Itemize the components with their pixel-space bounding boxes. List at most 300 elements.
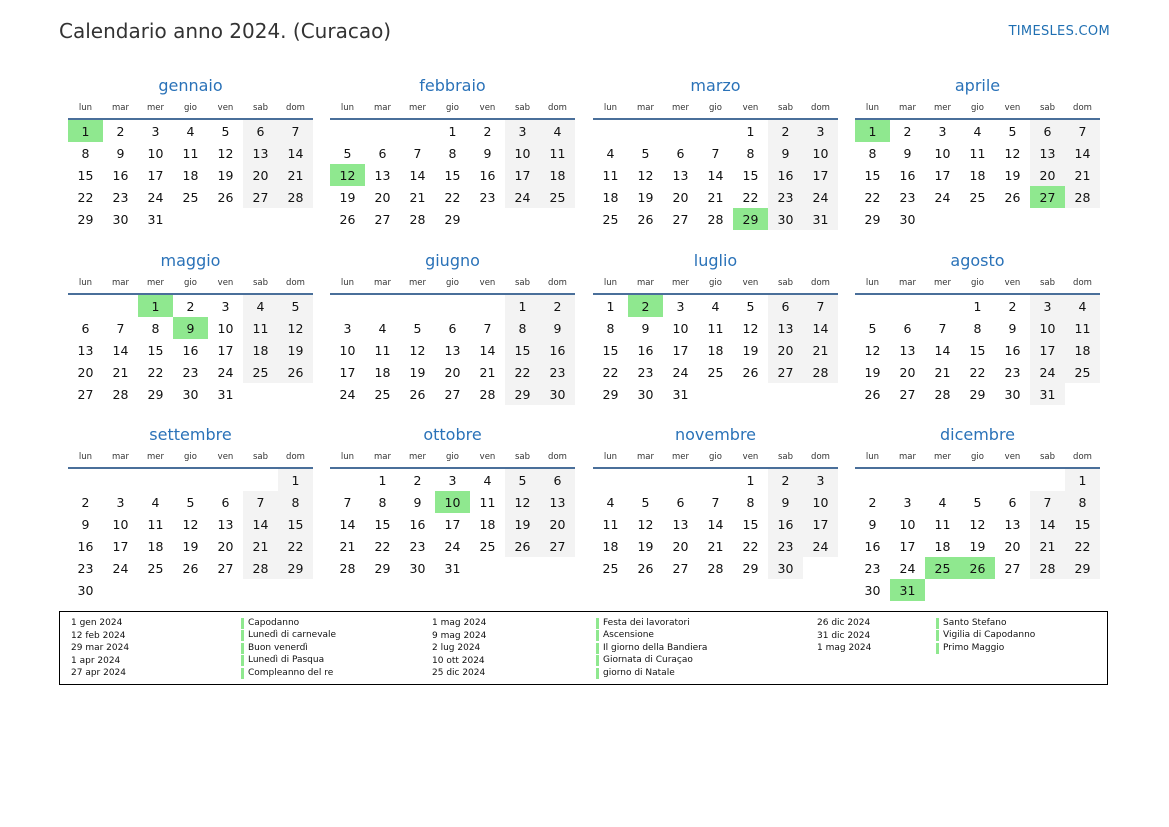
day-cell: 3 — [151, 123, 160, 139]
day-cell: 20 — [672, 189, 689, 205]
day-cell: 11 — [374, 342, 391, 358]
day-cell: 4 — [186, 123, 195, 139]
day-cell: 16 — [479, 167, 496, 183]
day-cell: 28 — [339, 560, 356, 576]
day-cell: 14 — [1065, 142, 1100, 164]
month-settembre — [68, 423, 313, 601]
day-cell: 2 — [903, 123, 912, 139]
day-cell: 11 — [1065, 317, 1100, 339]
day-cell: 31 — [1030, 383, 1065, 405]
day-cell: 21 — [707, 189, 724, 205]
legend-item — [71, 642, 336, 655]
day-cell: 10 — [505, 142, 540, 164]
legend-item — [432, 642, 707, 655]
day-cell: 8 — [868, 145, 877, 161]
day-cell: 24 — [112, 560, 129, 576]
empty-cell — [890, 469, 925, 491]
day-cell: 9 — [903, 145, 912, 161]
legend-holiday-name: Santo Stefano — [936, 618, 1007, 629]
weekday-header — [855, 98, 1100, 120]
weekday-label: gio — [184, 278, 197, 288]
day-cell: 28 — [707, 211, 724, 227]
weekday-label: mar — [112, 103, 129, 113]
weekday-label: lun — [865, 103, 880, 113]
day-cell: 3 — [676, 298, 685, 314]
day-cell: 26 — [339, 211, 356, 227]
day-cell: 10 — [147, 145, 164, 161]
weekday-header — [855, 447, 1100, 469]
day-cell: 30 — [899, 211, 916, 227]
empty-cell — [470, 295, 505, 317]
day-cell: 8 — [505, 317, 540, 339]
weekday-label: mer — [671, 278, 689, 288]
day-cell: 12 — [505, 491, 540, 513]
weekday-label: dom — [811, 452, 830, 462]
day-cell: 5 — [186, 494, 195, 510]
weekday-header — [330, 447, 575, 469]
legend-item — [817, 630, 1035, 643]
day-cell: 12 — [182, 516, 199, 532]
day-cell: 26 — [742, 364, 759, 380]
day-cell: 3 — [903, 494, 912, 510]
day-cell: 9 — [540, 317, 575, 339]
day-cell: 25 — [147, 560, 164, 576]
day-cell: 6 — [1008, 494, 1017, 510]
day-cell: 20 — [77, 364, 94, 380]
day-cell: 27 — [77, 386, 94, 402]
day-cell: 24 — [444, 538, 461, 554]
day-cell: 5 — [746, 298, 755, 314]
day-cell: 23 — [77, 560, 94, 576]
day-cell: 24 — [505, 186, 540, 208]
weekday-label: mer — [671, 452, 689, 462]
day-cell: 9 — [768, 142, 803, 164]
legend-date: 27 apr 2024 — [71, 668, 127, 679]
empty-cell — [628, 120, 663, 142]
day-cell: 2 — [768, 469, 803, 491]
empty-cell — [698, 469, 733, 491]
day-cell: 17 — [803, 164, 838, 186]
day-cell: 27 — [899, 386, 916, 402]
weekday-label: gio — [446, 103, 459, 113]
day-cell: 29 — [444, 211, 461, 227]
day-cell: 18 — [934, 538, 951, 554]
day-grid — [593, 469, 838, 579]
legend-date: 2 lug 2024 — [432, 643, 481, 654]
legend-date: 1 mag 2024 — [432, 618, 487, 629]
weekday-label: gio — [709, 452, 722, 462]
legend-date: 1 mag 2024 — [817, 643, 872, 654]
month-luglio — [593, 249, 838, 405]
weekday-label: mar — [899, 103, 916, 113]
weekday-header — [330, 273, 575, 295]
day-cell: 19 — [864, 364, 881, 380]
day-cell: 10 — [672, 320, 689, 336]
weekday-label: ven — [1004, 452, 1021, 462]
weekday-label: mer — [146, 452, 164, 462]
day-cell: 22 — [969, 364, 986, 380]
weekday-label: mar — [112, 452, 129, 462]
day-cell: 28 — [707, 560, 724, 576]
day-cell: 22 — [602, 364, 619, 380]
weekday-label: dom — [286, 103, 305, 113]
day-cell: 17 — [147, 167, 164, 183]
day-cell: 3 — [343, 320, 352, 336]
weekday-label: sab — [252, 103, 269, 113]
empty-cell — [365, 120, 400, 142]
day-cell: 9 — [768, 491, 803, 513]
month-name: aprile — [954, 76, 1001, 95]
legend-holiday-name: Festa dei lavoratori — [596, 618, 690, 629]
day-cell: 13 — [1004, 516, 1021, 532]
day-cell: 17 — [444, 516, 461, 532]
day-cell: 26 — [217, 189, 234, 205]
empty-cell — [68, 469, 103, 491]
weekday-label: ven — [479, 278, 496, 288]
day-cell: 2 — [116, 123, 125, 139]
empty-cell — [960, 469, 995, 491]
day-cell: 22 — [864, 189, 881, 205]
weekday-label: dom — [286, 278, 305, 288]
brand-link[interactable]: TIMESLES.COM — [1008, 24, 1110, 39]
weekday-label: dom — [1073, 278, 1092, 288]
day-cell: 15 — [864, 167, 881, 183]
day-cell: 8 — [1065, 491, 1100, 513]
legend-holiday-name: Compleanno del re — [241, 668, 333, 679]
day-cell: 4 — [378, 320, 387, 336]
day-cell: 16 — [768, 513, 803, 535]
day-cell: 27 — [672, 560, 689, 576]
day-cell: 30 — [112, 211, 129, 227]
page-title: Calendario anno 2024. (Curacao) — [59, 19, 392, 43]
day-cell: 15 — [147, 342, 164, 358]
month-giugno — [330, 249, 575, 405]
day-cell: 7 — [483, 320, 492, 336]
day-cell: 5 — [868, 320, 877, 336]
day-cell: 15 — [602, 342, 619, 358]
day-cell: 9 — [1008, 320, 1017, 336]
weekday-label: lun — [78, 452, 93, 462]
weekday-label: mer — [933, 278, 951, 288]
day-cell: 13 — [540, 491, 575, 513]
weekday-label: gio — [446, 452, 459, 462]
day-cell: 8 — [746, 494, 755, 510]
legend-item — [71, 655, 336, 668]
day-cell: 15 — [742, 516, 759, 532]
weekday-label: dom — [548, 452, 567, 462]
day-cell: 10 — [899, 516, 916, 532]
day-cell: 14 — [707, 516, 724, 532]
legend-column — [432, 617, 707, 680]
legend-holiday-name: Lunedì di carnevale — [241, 630, 336, 641]
day-cell: 23 — [182, 364, 199, 380]
day-cell: 21 — [1065, 164, 1100, 186]
day-grid — [330, 469, 575, 579]
day-cell: 7 — [711, 494, 720, 510]
month-name: dicembre — [939, 425, 1016, 444]
holiday-day-cell: 10 — [435, 491, 470, 513]
day-grid — [330, 120, 575, 230]
month-name: febbraio — [419, 76, 486, 95]
empty-cell — [138, 469, 173, 491]
day-cell: 29 — [147, 386, 164, 402]
day-cell: 27 — [217, 560, 234, 576]
day-cell: 25 — [374, 386, 391, 402]
weekday-label: lun — [340, 452, 355, 462]
holiday-day-cell: 29 — [733, 208, 768, 230]
day-cell: 23 — [112, 189, 129, 205]
legend-date: 12 feb 2024 — [71, 630, 126, 641]
day-cell: 6 — [903, 320, 912, 336]
day-cell: 14 — [278, 142, 313, 164]
empty-cell — [243, 469, 278, 491]
legend-holiday-name: Vigilia di Capodanno — [936, 630, 1035, 641]
day-cell: 14 — [479, 342, 496, 358]
day-cell: 17 — [899, 538, 916, 554]
weekday-label: lun — [340, 278, 355, 288]
day-cell: 28 — [278, 186, 313, 208]
day-cell: 9 — [641, 320, 650, 336]
legend-item — [432, 667, 707, 680]
day-cell: 6 — [676, 145, 685, 161]
weekday-label: dom — [548, 103, 567, 113]
day-cell: 10 — [934, 145, 951, 161]
day-cell: 23 — [1004, 364, 1021, 380]
weekday-label: lun — [603, 103, 618, 113]
weekday-label: mar — [374, 278, 391, 288]
day-cell: 20 — [672, 538, 689, 554]
day-cell: 18 — [602, 538, 619, 554]
day-cell: 18 — [602, 189, 619, 205]
day-cell: 25 — [540, 186, 575, 208]
day-cell: 18 — [969, 167, 986, 183]
weekday-label: gio — [971, 452, 984, 462]
day-cell: 14 — [409, 167, 426, 183]
day-cell: 9 — [413, 494, 422, 510]
day-cell: 13 — [899, 342, 916, 358]
day-cell: 25 — [243, 361, 278, 383]
day-cell: 8 — [973, 320, 982, 336]
day-cell: 22 — [278, 535, 313, 557]
day-cell: 25 — [602, 560, 619, 576]
weekday-header — [593, 447, 838, 469]
empty-cell — [330, 295, 365, 317]
day-cell: 28 — [1065, 186, 1100, 208]
legend-holiday-name: Primo Maggio — [936, 643, 1004, 654]
day-cell: 3 — [1030, 295, 1065, 317]
empty-cell — [103, 469, 138, 491]
day-grid — [855, 120, 1100, 230]
legend-date: 10 ott 2024 — [432, 655, 485, 666]
weekday-label: sab — [252, 452, 269, 462]
weekday-label: mar — [637, 103, 654, 113]
day-cell: 28 — [243, 557, 278, 579]
day-cell: 14 — [1030, 513, 1065, 535]
day-cell: 3 — [505, 120, 540, 142]
day-cell: 19 — [217, 167, 234, 183]
day-cell: 7 — [1030, 491, 1065, 513]
day-cell: 13 — [77, 342, 94, 358]
day-cell: 3 — [803, 469, 838, 491]
month-dicembre — [855, 423, 1100, 601]
weekday-header — [593, 98, 838, 120]
weekday-label: gio — [971, 103, 984, 113]
day-cell: 20 — [1030, 164, 1065, 186]
day-cell: 29 — [77, 211, 94, 227]
day-cell: 29 — [864, 211, 881, 227]
empty-cell — [628, 469, 663, 491]
weekday-label: lun — [865, 452, 880, 462]
weekday-label: sab — [514, 452, 531, 462]
day-cell: 13 — [217, 516, 234, 532]
day-cell: 19 — [637, 538, 654, 554]
day-cell: 21 — [278, 164, 313, 186]
day-cell: 5 — [413, 320, 422, 336]
weekday-label: ven — [1004, 278, 1021, 288]
month-marzo — [593, 74, 838, 230]
day-cell: 24 — [217, 364, 234, 380]
empty-cell — [365, 295, 400, 317]
day-cell: 28 — [803, 361, 838, 383]
day-cell: 19 — [505, 513, 540, 535]
day-cell: 12 — [637, 516, 654, 532]
day-cell: 23 — [768, 186, 803, 208]
day-cell: 6 — [448, 320, 457, 336]
month-aprile — [855, 74, 1100, 230]
weekday-header — [593, 273, 838, 295]
holiday-legend — [59, 611, 1108, 685]
holiday-day-cell: 1 — [68, 120, 103, 142]
day-cell: 1 — [378, 472, 387, 488]
weekday-label: mer — [408, 103, 426, 113]
day-cell: 3 — [448, 472, 457, 488]
day-cell: 29 — [602, 386, 619, 402]
legend-column — [71, 617, 336, 680]
day-cell: 24 — [672, 364, 689, 380]
month-gennaio — [68, 74, 313, 230]
legend-item — [432, 630, 707, 643]
day-cell: 10 — [217, 320, 234, 336]
day-cell: 27 — [540, 535, 575, 557]
day-cell: 7 — [116, 320, 125, 336]
day-cell: 15 — [278, 513, 313, 535]
weekday-label: sab — [1039, 452, 1056, 462]
day-cell: 5 — [973, 494, 982, 510]
day-cell: 7 — [1065, 120, 1100, 142]
day-cell: 16 — [1004, 342, 1021, 358]
empty-cell — [663, 469, 698, 491]
day-cell: 5 — [641, 494, 650, 510]
day-cell: 24 — [339, 386, 356, 402]
day-cell: 7 — [803, 295, 838, 317]
day-cell: 29 — [278, 557, 313, 579]
weekday-label: mar — [112, 278, 129, 288]
weekday-label: sab — [514, 103, 531, 113]
day-cell: 3 — [116, 494, 125, 510]
day-cell: 27 — [768, 361, 803, 383]
legend-item — [817, 642, 1035, 655]
day-cell: 26 — [278, 361, 313, 383]
day-cell: 8 — [746, 145, 755, 161]
day-cell: 1 — [746, 123, 755, 139]
day-cell: 9 — [868, 516, 877, 532]
day-cell: 21 — [707, 538, 724, 554]
day-cell: 7 — [243, 491, 278, 513]
day-cell: 19 — [278, 339, 313, 361]
day-cell: 5 — [1008, 123, 1017, 139]
weekday-label: mer — [146, 278, 164, 288]
day-cell: 27 — [374, 211, 391, 227]
day-cell: 2 — [186, 298, 195, 314]
day-cell: 14 — [934, 342, 951, 358]
day-cell: 9 — [483, 145, 492, 161]
day-cell: 24 — [803, 535, 838, 557]
day-cell: 29 — [742, 560, 759, 576]
legend-item — [817, 617, 1035, 630]
weekday-header — [330, 98, 575, 120]
weekday-label: ven — [217, 452, 234, 462]
day-cell: 17 — [505, 164, 540, 186]
day-cell: 25 — [182, 189, 199, 205]
month-novembre — [593, 423, 838, 579]
day-cell: 28 — [409, 211, 426, 227]
weekday-header — [68, 273, 313, 295]
day-cell: 8 — [81, 145, 90, 161]
weekday-label: gio — [709, 278, 722, 288]
day-cell: 20 — [217, 538, 234, 554]
weekday-label: lun — [865, 278, 880, 288]
day-cell: 14 — [707, 167, 724, 183]
weekday-label: mer — [146, 103, 164, 113]
day-cell: 20 — [1004, 538, 1021, 554]
day-cell: 20 — [540, 513, 575, 535]
weekday-label: mer — [408, 452, 426, 462]
day-cell: 24 — [147, 189, 164, 205]
holiday-day-cell: 9 — [173, 317, 208, 339]
day-cell: 11 — [707, 320, 724, 336]
day-cell: 2 — [81, 494, 90, 510]
day-cell: 1 — [505, 295, 540, 317]
legend-holiday-name: Ascensione — [596, 630, 654, 641]
day-cell: 9 — [116, 145, 125, 161]
legend-item — [432, 617, 707, 630]
day-cell: 5 — [505, 469, 540, 491]
day-cell: 7 — [343, 494, 352, 510]
day-cell: 30 — [540, 383, 575, 405]
legend-date: 1 apr 2024 — [71, 655, 121, 666]
day-cell: 10 — [1030, 317, 1065, 339]
weekday-label: dom — [811, 278, 830, 288]
legend-item — [71, 667, 336, 680]
empty-cell — [593, 469, 628, 491]
empty-cell — [400, 295, 435, 317]
weekday-label: gio — [971, 278, 984, 288]
day-cell: 27 — [672, 211, 689, 227]
weekday-header — [68, 98, 313, 120]
day-cell: 4 — [938, 494, 947, 510]
day-cell: 30 — [1004, 386, 1021, 402]
day-cell: 25 — [602, 211, 619, 227]
day-cell: 3 — [803, 120, 838, 142]
day-cell: 13 — [444, 342, 461, 358]
holiday-day-cell: 1 — [138, 295, 173, 317]
day-cell: 20 — [374, 189, 391, 205]
day-cell: 6 — [243, 120, 278, 142]
day-cell: 7 — [278, 120, 313, 142]
day-cell: 22 — [742, 538, 759, 554]
day-cell: 26 — [409, 386, 426, 402]
day-cell: 21 — [112, 364, 129, 380]
